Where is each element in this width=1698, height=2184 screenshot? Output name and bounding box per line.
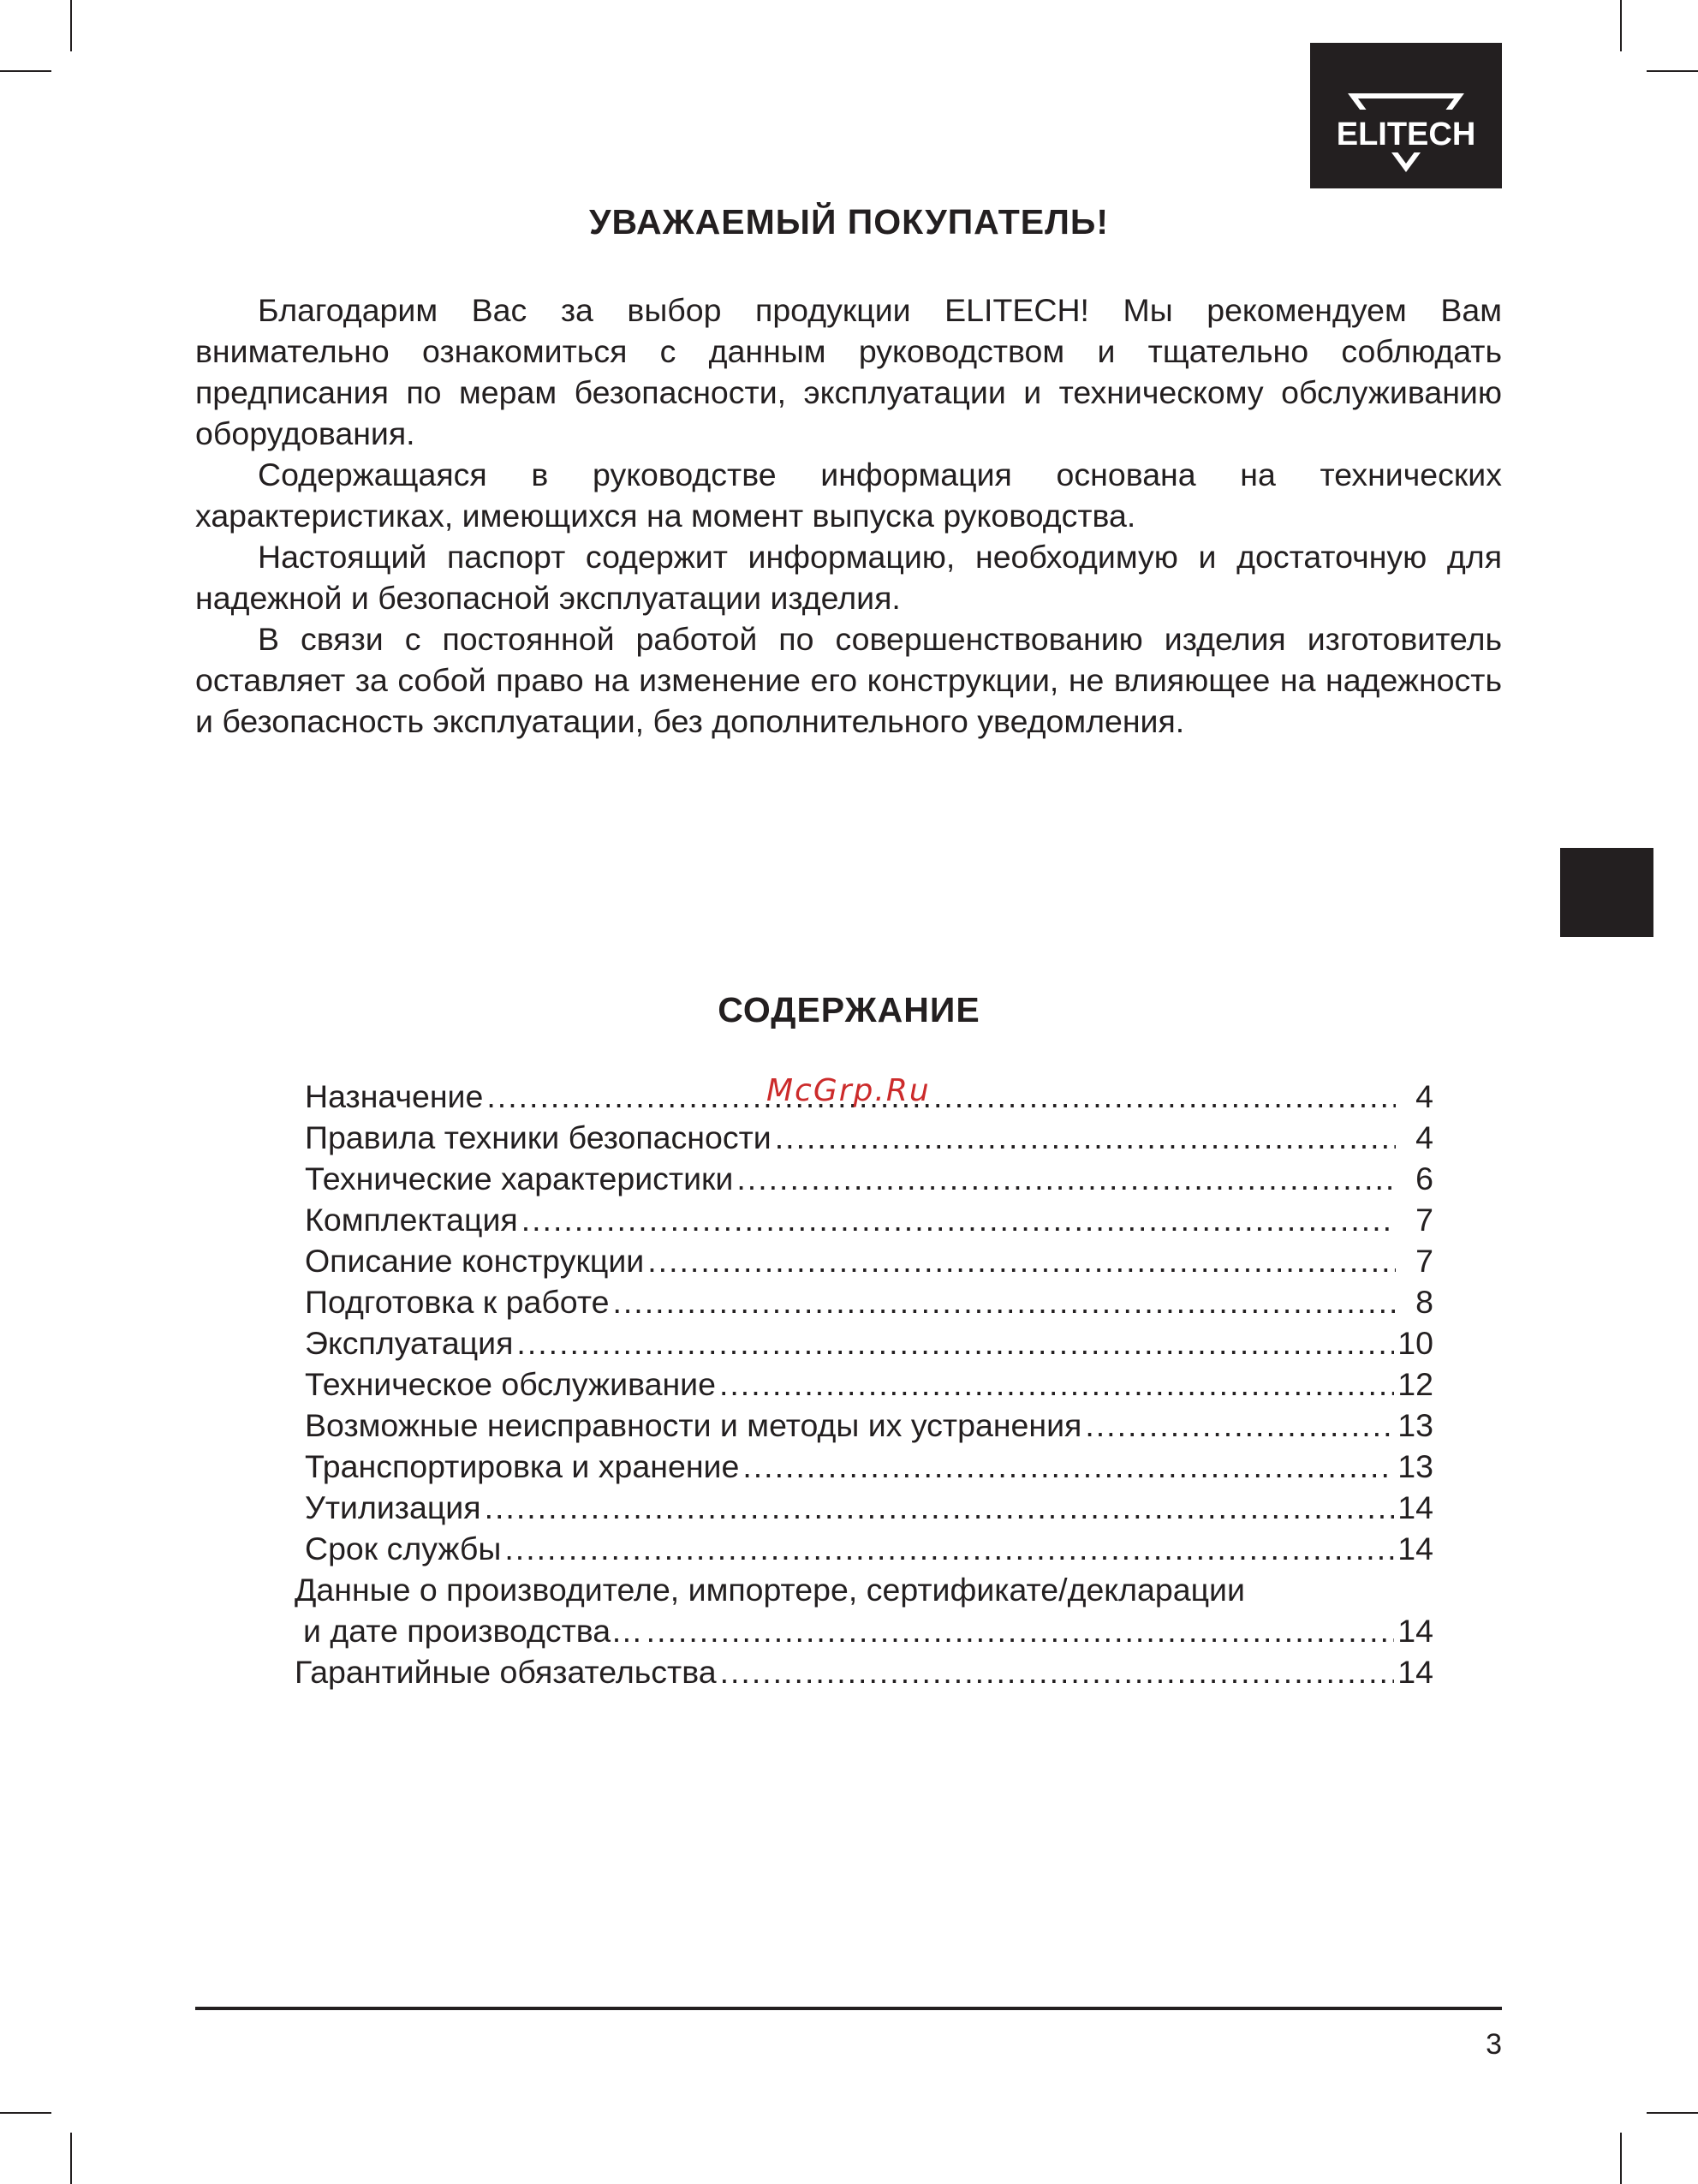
toc-leader-dots — [486, 1076, 1396, 1117]
toc-item-page: 14 — [1397, 1654, 1433, 1690]
toc-leader-dots — [612, 1281, 1396, 1322]
crop-mark — [70, 0, 72, 51]
toc-item-manufacturer[interactable] — [303, 1610, 1433, 1651]
crop-mark — [0, 2112, 51, 2114]
toc-item-page: 6 — [1415, 1161, 1433, 1196]
crop-mark — [1647, 2112, 1698, 2114]
toc-item-page: 14 — [1397, 1489, 1433, 1525]
toc-item[interactable] — [305, 1487, 1433, 1528]
toc-item-label: Срок службы — [305, 1528, 504, 1569]
toc-item-label: Утилизация — [305, 1487, 485, 1528]
toc-item-label: Комплектация — [305, 1199, 521, 1240]
toc-item[interactable] — [305, 1117, 1433, 1158]
crop-mark — [1620, 0, 1622, 51]
toc-item-page: 13 — [1397, 1448, 1433, 1484]
toc-item-label: Возможные неисправности и методы их устранения — [305, 1405, 1085, 1446]
section-tab-marker — [1560, 848, 1653, 937]
watermark: McGrp.Ru — [766, 1073, 931, 1108]
toc-leader-dots — [521, 1199, 1396, 1240]
toc-item-page: 7 — [1415, 1243, 1433, 1279]
toc-leader-dots — [516, 1322, 1394, 1364]
toc-item[interactable] — [305, 1199, 1433, 1240]
toc-item-label: Гарантийные обязательства — [295, 1651, 720, 1692]
toc-title: СОДЕРЖАНИЕ — [718, 990, 980, 1029]
greeting-title: УВАЖАЕМЫЙ ПОКУПАТЕЛЬ! — [588, 202, 1110, 242]
footer-divider — [195, 2007, 1502, 2010]
toc-leader-dots — [719, 1364, 1394, 1405]
toc-item[interactable] — [305, 1528, 1433, 1569]
toc-item-label: и дате производства… — [303, 1610, 646, 1651]
toc-leader-dots — [504, 1528, 1394, 1569]
intro-text — [195, 289, 1502, 742]
logo-text: ELITECH — [1336, 116, 1476, 152]
toc-item-page: 7 — [1415, 1202, 1433, 1238]
toc-item-label: Эксплуатация — [305, 1322, 516, 1364]
toc-item-page: 4 — [1415, 1119, 1433, 1155]
toc-leader-dots — [720, 1651, 1395, 1692]
toc-item-page: 12 — [1397, 1366, 1433, 1402]
toc-item-warranty[interactable] — [295, 1651, 1433, 1692]
intro-paragraph: Благодарим Вас за выбор продукции ELITECH! Мы рекомендуем Вам внимательно ознакомиться с данным руководством и тщательно соблюдать предписания по мерам безопасности, эксплуатации и техническому обслуживанию оборудования. — [195, 292, 1502, 451]
toc-item-label: Описание конструкции — [305, 1240, 647, 1281]
toc-item[interactable] — [305, 1240, 1433, 1281]
toc-item[interactable] — [305, 1446, 1433, 1487]
elitech-logo — [1310, 43, 1502, 188]
toc-leader-dots — [736, 1158, 1396, 1199]
crop-mark — [70, 2133, 72, 2184]
toc-leader-dots — [742, 1446, 1394, 1487]
toc-item-page: 13 — [1397, 1407, 1433, 1443]
page-number: 3 — [1486, 2028, 1502, 2061]
intro-paragraph: Содержащаяся в руководстве информация основана на технических характеристиках, имеющихся на момент выпуска руководства. — [195, 456, 1502, 534]
toc-item-label: Техническое обслуживание — [305, 1364, 719, 1405]
toc-item-page: 8 — [1415, 1284, 1433, 1320]
toc-item[interactable] — [305, 1405, 1433, 1446]
toc-item[interactable] — [305, 1281, 1433, 1322]
intro-paragraph: В связи с постоянной работой по совершенствованию изделия изготовитель оставляет за собой право на изменение его конструкции, не влияющее на надежность и безопасность эксплуатации, без дополнительного уведомления. — [195, 621, 1502, 739]
toc-item[interactable] — [305, 1322, 1433, 1364]
intro-paragraph: Настоящий паспорт содержит информацию, необходимую и достаточную для надежной и безопасной эксплуатации изделия. — [195, 539, 1502, 616]
toc-item-label: Подготовка к работе — [305, 1281, 612, 1322]
toc-item-page: 14 — [1397, 1531, 1433, 1566]
toc-item[interactable] — [305, 1364, 1433, 1405]
toc-item-page: 10 — [1397, 1325, 1433, 1361]
toc-item[interactable] — [305, 1158, 1433, 1199]
crop-mark — [1620, 2133, 1622, 2184]
toc-leader-dots — [647, 1240, 1396, 1281]
toc-item-label: Транспортировка и хранение — [305, 1446, 742, 1487]
toc-item-page: 14 — [1397, 1613, 1433, 1649]
toc-item-manufacturer-line1[interactable]: Данные о производителе, импортере, сертификате/декларации — [295, 1572, 1245, 1608]
toc-item-label: Назначение — [305, 1076, 486, 1117]
crop-mark — [0, 70, 51, 72]
table-of-contents — [295, 1076, 1433, 1692]
toc-leader-dots — [485, 1487, 1395, 1528]
toc-item-page: 4 — [1415, 1078, 1433, 1114]
toc-item-label: Технические характеристики — [305, 1158, 736, 1199]
toc-leader-dots — [646, 1610, 1395, 1651]
crop-mark — [1647, 70, 1698, 72]
toc-leader-dots — [775, 1117, 1396, 1158]
toc-leader-dots — [1085, 1405, 1394, 1446]
toc-item-label: Правила техники безопасности — [305, 1117, 775, 1158]
